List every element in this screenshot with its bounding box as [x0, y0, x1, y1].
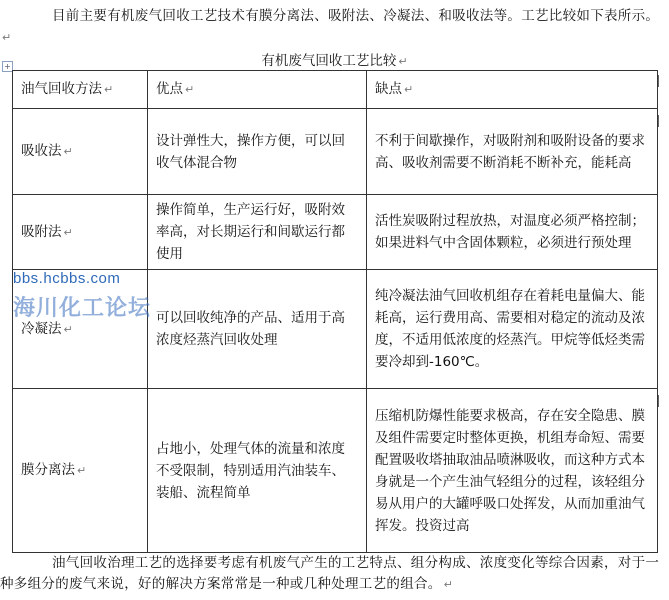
method-cell[interactable] — [13, 109, 148, 195]
pros-text: 设计弹性大，操作方便，可以回收气体混合物 — [156, 132, 345, 171]
cell-mark: ↵ — [185, 83, 195, 96]
table-row — [13, 270, 658, 389]
pros-cell[interactable] — [148, 195, 367, 270]
table-row — [13, 109, 658, 195]
header-method-label: 油气回收方法 — [21, 81, 102, 97]
method-cell[interactable] — [13, 195, 148, 270]
header-cell-cons[interactable] — [367, 71, 658, 109]
cell-mark: ↵ — [404, 83, 414, 96]
table-move-handle-icon[interactable]: + — [2, 61, 13, 72]
cell-mark: ↵ — [63, 322, 73, 336]
cell-mark: ↵ — [63, 145, 73, 158]
cell-mark: ↵ — [63, 225, 73, 239]
row-end-marker — [658, 115, 663, 127]
table-row — [13, 389, 658, 553]
watermark-url: bbs.hcbbs.com — [13, 270, 121, 287]
method-label: 吸收法 — [21, 143, 62, 159]
cons-text: 压缩机防爆性能要求极高，存在安全隐患、膜及组件需要定时整体更换，机组寿命短、需要配置吸收塔抽取油品喷淋吸收，而这种方式本身就是一个产生油气轻组分的过程，该轻组分易从用户的大罐呼吸口处挥发，从而加重油气挥发。投资过高 — [375, 407, 645, 534]
outro-paragraph — [0, 553, 660, 595]
cons-cell[interactable] — [367, 389, 658, 553]
pros-text: 可以回收纯净的产品、适用于高浓度烃蒸汽回收处理 — [156, 310, 345, 348]
cons-cell[interactable] — [367, 195, 658, 270]
paragraph-mark: ↵ — [2, 31, 12, 44]
table-row — [13, 195, 658, 270]
comparison-table — [12, 70, 658, 553]
cons-cell[interactable] — [367, 109, 658, 195]
method-cell[interactable] — [13, 389, 148, 553]
method-label: 膜分离法 — [21, 462, 75, 478]
header-pros-label: 优点 — [156, 81, 183, 97]
header-cons-label: 缺点 — [375, 81, 402, 97]
caption-text: 有机废气回收工艺比较 — [261, 53, 397, 69]
table-header-row — [13, 71, 658, 109]
pros-cell[interactable] — [148, 270, 367, 389]
cons-cell[interactable] — [367, 270, 658, 389]
header-cell-pros[interactable] — [148, 71, 367, 109]
table-caption — [0, 49, 669, 69]
method-cell[interactable] — [13, 270, 148, 389]
cons-text: 纯冷凝法油气回收机组存在着耗电量偏大、能耗高，运行费用高、需要相对稳定的流动及浓度，不适用低浓度的烃蒸汽。甲烷等低烃类需要冷却到-160℃。 — [375, 288, 645, 370]
intro-text: 目前主要有机废气回收工艺技术有膜分离法、吸附法、冷凝法、和吸收法等。工艺比较如下表所示。 — [52, 8, 660, 24]
paragraph-mark: ↵ — [398, 55, 408, 68]
outro-text: 油气回收治理工艺的选择要考虑有机废气产生的工艺特点、组分构成、浓度变化等综合因素，对于一种多组分的废气来说，好的解决方案常常是一种或几种处理工艺的组合。 — [0, 555, 660, 592]
method-label: 吸附法 — [21, 223, 62, 240]
pros-cell[interactable] — [148, 109, 367, 195]
cons-text: 活性炭吸附过程放热，对温度必须严格控制；如果进料气中含固体颗粒，必须进行预处理 — [375, 213, 645, 251]
cell-mark: ↵ — [104, 83, 114, 96]
cons-text: 不利于间歇操作，对吸附剂和吸附设备的要求高、吸收剂需要不断消耗不断补充，能耗高 — [375, 132, 645, 171]
header-cell-method[interactable] — [13, 71, 148, 109]
method-label: 冷凝法 — [21, 320, 62, 337]
row-end-marker — [658, 395, 663, 407]
row-end-marker — [658, 75, 663, 87]
pros-text: 操作简单，生产运行好，吸附效率高，对长期运行和间歇运行都使用 — [156, 202, 345, 262]
paragraph-mark: ↵ — [443, 578, 454, 591]
intro-paragraph — [0, 6, 660, 48]
watermark-name: 海川化工论坛 — [13, 296, 152, 321]
cell-mark: ↵ — [77, 464, 87, 477]
pros-text: 占地小，处理气体的流量和浓度不受限制，特别适用汽油装车、装船、流程简单 — [156, 440, 345, 501]
pros-cell[interactable] — [148, 389, 367, 553]
